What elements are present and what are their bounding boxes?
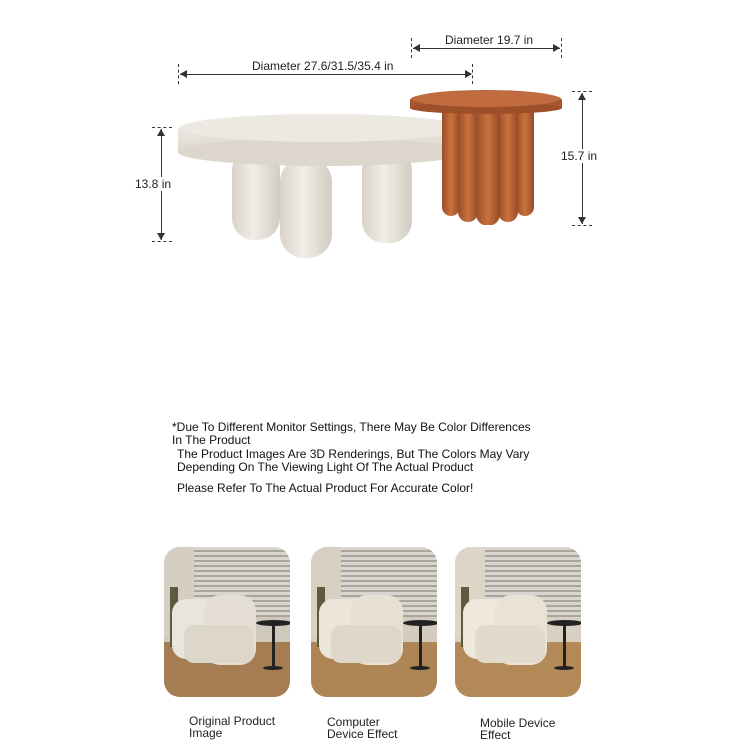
caption-line: Original Product	[189, 714, 276, 728]
room-scene-image	[311, 547, 437, 697]
note-line: The Product Images Are 3D Renderings, But The Colors May Vary	[177, 447, 530, 461]
caption-line: Image	[189, 726, 223, 740]
caption-line: Device Effect	[327, 727, 398, 741]
small-side-table-image	[408, 90, 564, 225]
photo-computer	[311, 547, 437, 697]
room-scene-image	[455, 547, 581, 697]
small-height-label: 15.7 in	[561, 149, 598, 163]
note-line: *Due To Different Monitor Settings, There May Be Color Differences	[172, 420, 531, 434]
caption-line: Mobile Device	[480, 716, 556, 730]
caption-line: Effect	[480, 728, 511, 742]
photo-mobile	[455, 547, 581, 697]
room-scene-image	[164, 547, 290, 697]
caption-computer	[327, 716, 397, 740]
note-line: Depending On The Viewing Light Of The Actual Product	[177, 460, 474, 474]
caption-mobile	[480, 717, 555, 741]
photo-original	[164, 547, 290, 697]
note-line: In The Product	[172, 433, 251, 447]
caption-line: Computer	[327, 715, 380, 729]
large-diameter-label: Diameter 27.6/31.5/35.4 in	[252, 59, 394, 73]
caption-original	[189, 715, 275, 739]
large-height-label: 13.8 in	[135, 177, 172, 191]
note-line: Please Refer To The Actual Product For Accurate Color!	[177, 481, 474, 495]
product-dimension-diagram	[0, 0, 750, 300]
small-diameter-label: Diameter 19.7 in	[445, 33, 534, 47]
